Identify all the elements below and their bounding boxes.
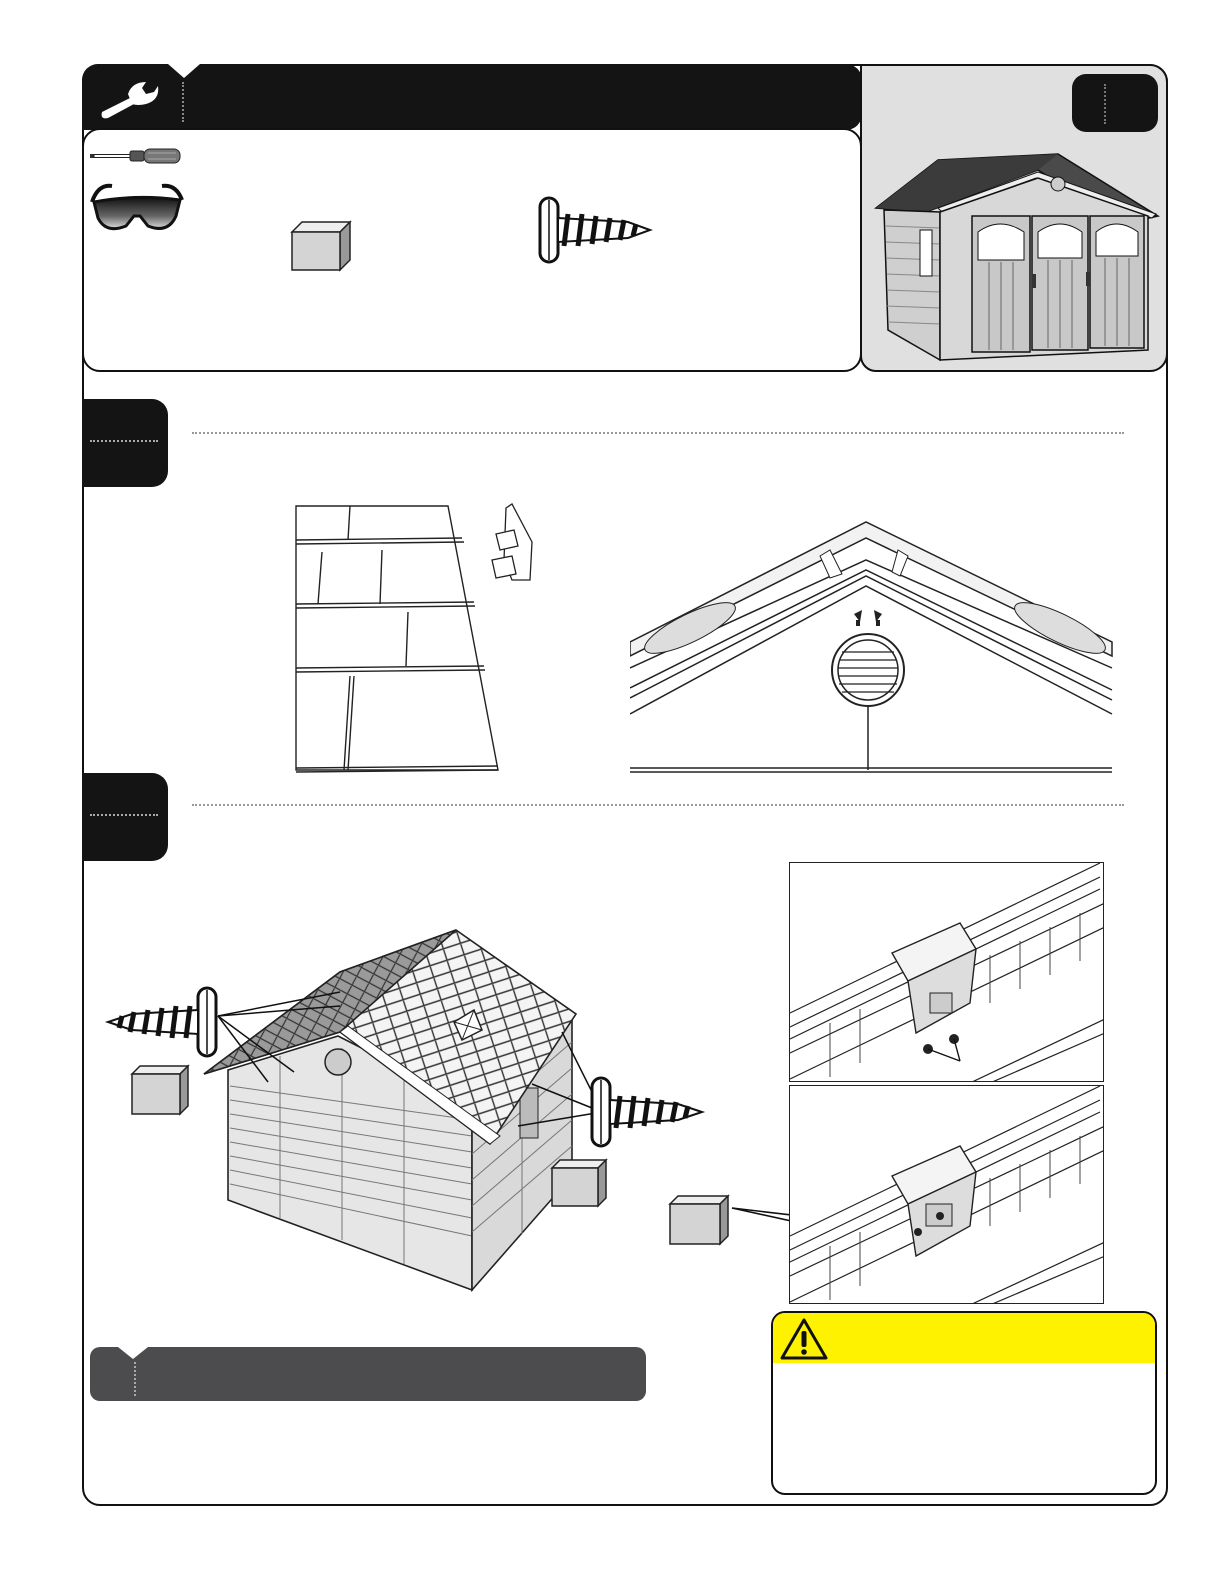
part-label-box (130, 1064, 190, 1116)
step-1-tab (82, 399, 168, 487)
gable-vent-image (630, 518, 1114, 776)
header-bar (82, 64, 862, 130)
page-number-tab (1072, 74, 1158, 132)
warning-triangle-icon (779, 1317, 829, 1361)
part-label-box (290, 220, 352, 272)
safety-glasses-icon (88, 180, 186, 238)
warning-header (773, 1313, 1155, 1363)
screwdriver-icon (90, 146, 184, 166)
shed-preview-image (872, 150, 1162, 366)
warning-box (771, 1311, 1157, 1495)
ridge-detail-bottom (789, 1085, 1104, 1304)
step-2-rule (192, 804, 1124, 806)
parts-panel (82, 128, 862, 372)
page-tab-divider (1104, 84, 1106, 124)
shingle-detail-image (292, 500, 540, 780)
step-2-tab-divider (90, 814, 158, 816)
step-1-tab-divider (90, 440, 158, 442)
screw-icon (588, 1074, 708, 1150)
note-divider (134, 1362, 136, 1396)
part-label-box (668, 1194, 730, 1246)
screw-icon (536, 194, 658, 266)
ridge-detail-top (789, 862, 1104, 1082)
wrench-icon (96, 76, 162, 120)
step-2-tab (82, 773, 168, 861)
note-bar (90, 1347, 646, 1401)
left-leader-lines (210, 990, 350, 1090)
part-label-box (550, 1158, 608, 1208)
step-1-rule (192, 432, 1124, 434)
header-divider (182, 82, 184, 122)
